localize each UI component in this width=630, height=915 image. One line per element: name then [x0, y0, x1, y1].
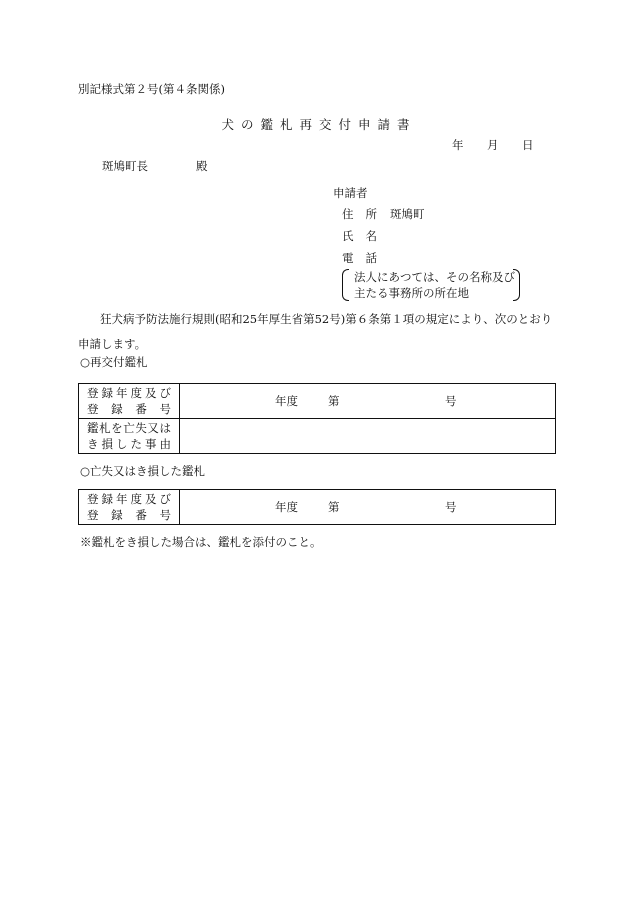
- table-row: [79, 384, 556, 419]
- applicant-label: 申請者: [333, 186, 368, 200]
- phone-label: 電話: [342, 251, 389, 265]
- address-label: 住所: [342, 207, 389, 221]
- applicant-address-row: [342, 206, 425, 222]
- addressee-honorific: 殿: [196, 159, 208, 173]
- date-day-label: 日: [522, 138, 534, 152]
- dai-label: 第: [328, 500, 340, 514]
- reissue-section-label: ○再交付鑑札: [80, 355, 148, 369]
- table-row: [79, 490, 556, 525]
- table-row: [79, 419, 556, 454]
- reissue-table: [78, 383, 556, 454]
- lost-section-label: ○亡失又はき損した鑑札: [80, 464, 206, 478]
- registration-value-cell[interactable]: [180, 490, 556, 525]
- label-line: き損した事由: [87, 437, 171, 451]
- dai-label: 第: [328, 394, 340, 408]
- registration-label-cell: [79, 490, 180, 525]
- form-number: 別記様式第２号(第４条関係): [78, 82, 225, 96]
- date-month-label: 月: [487, 138, 499, 152]
- reason-label-cell: [79, 419, 180, 454]
- address-value: 斑鳩町: [390, 207, 425, 221]
- label-line: 登録年度及び: [87, 492, 171, 506]
- addressee-name: 斑鳩町長: [102, 159, 148, 173]
- nendo-label: 年度: [275, 394, 298, 408]
- nendo-label: 年度: [275, 500, 298, 514]
- corporate-note-box: [342, 269, 520, 301]
- attachment-note: ※鑑札をき損した場合は、鑑札を添付のこと。: [80, 535, 322, 549]
- date-year-label: 年: [452, 138, 464, 152]
- left-bracket: [342, 269, 349, 301]
- label-line: 鑑札を亡失又は: [87, 421, 171, 435]
- application-statement: 狂犬病予防法施行規則(昭和25年厚生省第52号)第６条第１項の規定により、次のとおり申請します。: [78, 312, 553, 351]
- registration-label-cell: [79, 384, 180, 419]
- lost-table: [78, 489, 556, 525]
- corporate-note: 法人にあつては、その名称及び主たる事務所の所在地: [354, 270, 515, 300]
- registration-value-cell[interactable]: [180, 384, 556, 419]
- right-bracket: [513, 269, 520, 301]
- reason-value-cell[interactable]: [180, 419, 556, 454]
- applicant-phone-row: [342, 250, 390, 266]
- label-line: 登録番号: [87, 508, 171, 522]
- label-line: 登録番号: [87, 402, 171, 416]
- label-line: 登録年度及び: [87, 386, 171, 400]
- go-label: 号: [445, 394, 457, 408]
- document-title: 犬の鑑札再交付申請書: [221, 117, 417, 132]
- applicant-name-row: [342, 228, 390, 244]
- go-label: 号: [445, 500, 457, 514]
- name-label: 氏名: [342, 229, 389, 243]
